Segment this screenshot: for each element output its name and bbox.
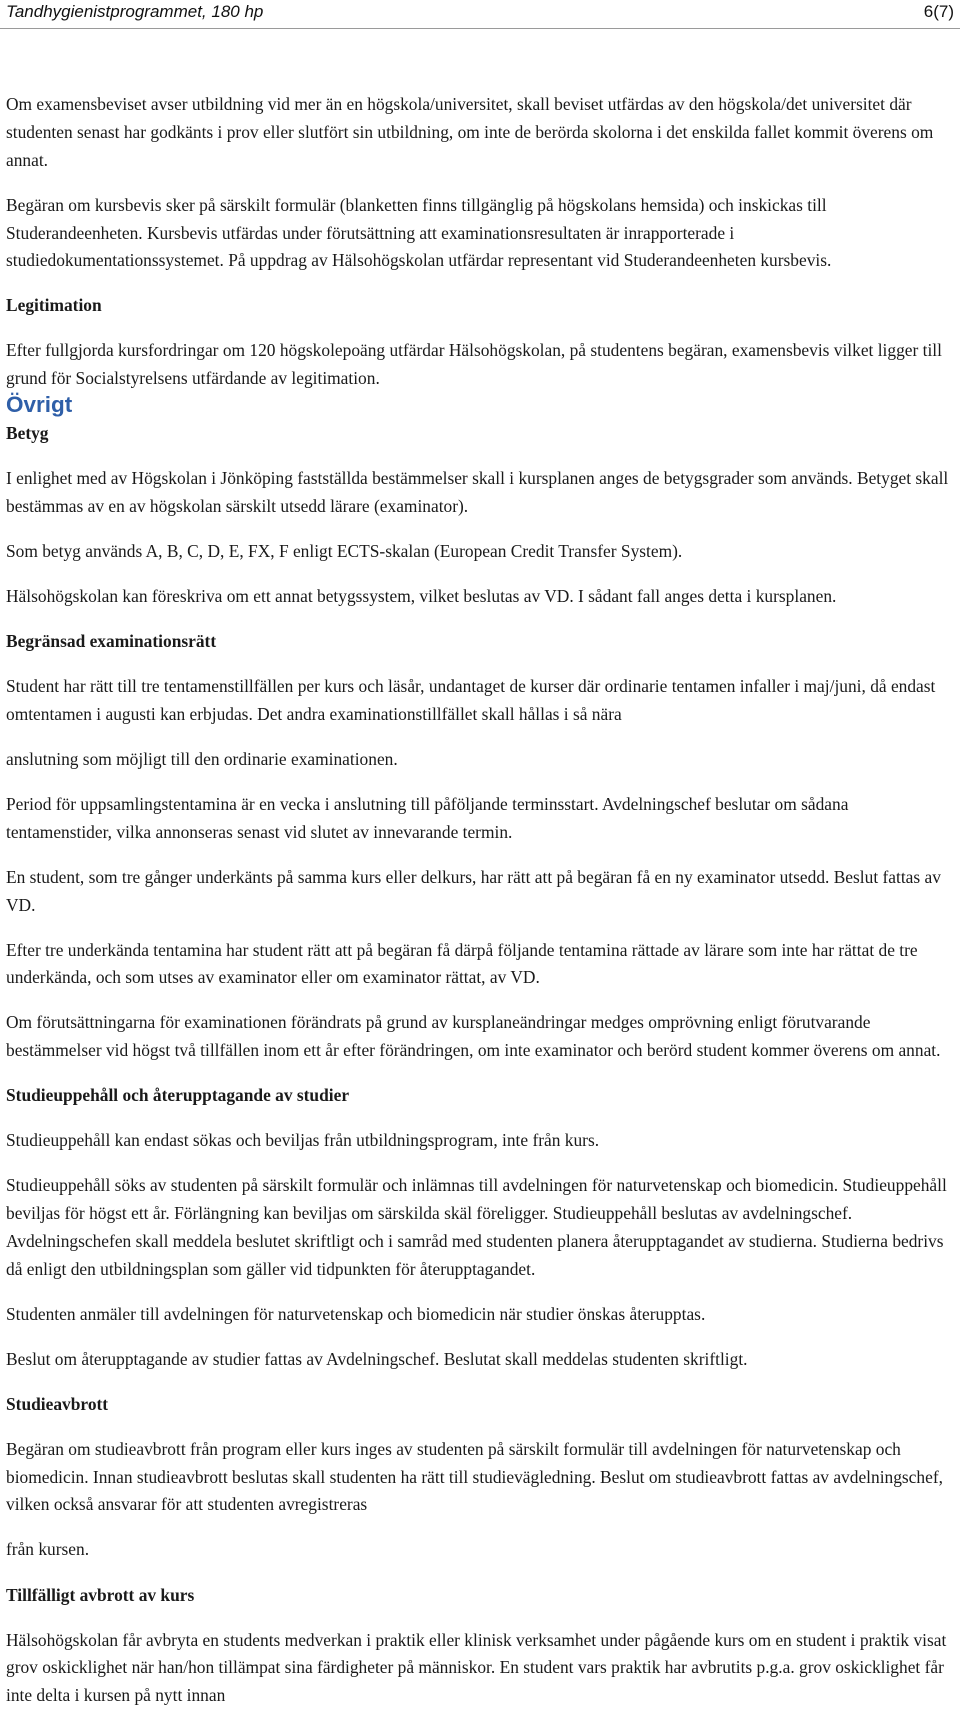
paragraph: Om examensbeviset avser utbildning vid mer än en högskola/universitet, skall beviset utfärdas av den högskola/det universitet där studenten senast har godkänts i prov eller slutfört sin utbildning, om inte de berörda skolorna i det enskilda fallet kommit överens om annat.	[6, 94, 934, 170]
paragraph: anslutning som möjligt till den ordinarie examinationen.	[6, 748, 398, 769]
paragraph: Som betyg används A, B, C, D, E, FX, F enligt ECTS-skalan (European Credit Transfer System).	[6, 540, 683, 561]
page-header	[0, 0, 960, 28]
ovrigt-section	[6, 390, 954, 1727]
paragraph: En student, som tre gånger underkänts på samma kurs eller delkurs, har rätt att på begäran få en ny examinator utsedd. Beslut fattas av VD.	[6, 866, 941, 915]
subheading-tillfalligt-avbrott: Tillfälligt avbrott av kurs	[6, 1584, 195, 1605]
section-heading-legitimation: Legitimation	[6, 295, 102, 316]
subheading-studieavbrott: Studieavbrott	[6, 1393, 109, 1414]
subheading-examinationsratt: Begränsad examinationsrätt	[6, 631, 217, 652]
header-rule	[0, 28, 960, 29]
paragraph: Period för uppsamlingstentamina är en vecka i anslutning till påföljande terminsstart. Avdelningschef beslutar om sådana tentamenstider, vilka annonseras senast vid slutet av innevarande termin.	[6, 794, 849, 842]
paragraph: Studieuppehåll kan endast sökas och beviljas från utbildningsprogram, inte från kurs.	[6, 1130, 600, 1151]
running-title: Tandhygienistprogrammet, 180 hp	[6, 2, 264, 21]
section-title-ovrigt: Övrigt	[6, 392, 73, 417]
paragraph: Begäran om studieavbrott från program eller kurs inges av studenten på särskilt formulär till avdelningen för naturvetenskap och biomedicin. Innan studieavbrott beslutas skall studenten ha rätt till studievägledning. Beslut om studieavbrott fattas av avdelningschef, vilken också ansvarar för att studenten avregistreras	[6, 1438, 943, 1515]
paragraph: Beslut om återupptagande av studier fattas av Avdelningschef. Beslutat skall meddelas studenten skriftligt.	[6, 1348, 748, 1369]
paragraph: Hälsohögskolan får avbryta en students medverkan i praktik eller klinisk verksamhet under pågående kurs om en student i praktik visat grov oskicklighet när han/hon tillämpat sina färdigheter på människor. En student vars praktik har avbrutits p.g.a. grov oskicklighet får inte delta i kursen på nytt innan	[6, 1629, 947, 1706]
paragraph: Studenten anmäler till avdelningen för naturvetenskap och biomedicin när studier önskas återupptas.	[6, 1303, 706, 1324]
intro-block	[6, 74, 954, 410]
paragraph: I enlighet med av Högskolan i Jönköping fastställda bestämmelser skall i kursplanen anges de betygsgrader som används. Betyget skall bestämmas av en av högskolan särskilt utsedd lärare (examinator).	[6, 468, 949, 516]
paragraph: Efter fullgjorda kursfordringar om 120 högskolepoäng utfärdar Hälsohögskolan, på studentens begäran, examensbevis vilket ligger till grund för Socialstyrelsens utfärdande av legitimation.	[6, 340, 942, 389]
paragraph: Om förutsättningarna för examinationen förändrats på grund av kursplaneändringar medges omprövning enligt förutvarande bestämmelser vid högst två tillfällen inom ett år efter förändringen, om inte examinator och berörd student kommer överens om annat.	[6, 1012, 941, 1061]
paragraph: Studieuppehåll söks av studenten på särskilt formulär och inlämnas till avdelningen för naturvetenskap och biomedicin. Studieuppehåll beviljas för högst ett år. Förlängning kan beviljas om särskilda skäl föreligger. Studieuppehåll beslutas av avdelningschef. Avdelningschefen skall meddela beslutet skriftligt och i samråd med studenten planera återupptagandet av studierna. Studierna bedrivs då enligt den utbildningsplan som gäller vid tidpunkten för återupptagandet.	[6, 1175, 947, 1279]
paragraph: Begäran om kursbevis sker på särskilt formulär (blanketten finns tillgänglig på högskolans hemsida) och inskickas till Studerandeenheten. Kursbevis utfärdas under förutsättning att examinationsresultaten är inrapporterade i studiedokumentationssystemet. På uppdrag av Hälsohögskolan utfärdar representant vid Studerandeenheten kursbevis.	[6, 194, 832, 271]
subheading-studieuppehall: Studieuppehåll och återupptagande av studier	[6, 1085, 350, 1106]
paragraph: från kursen.	[6, 1539, 90, 1560]
page-number: 6(7)	[923, 2, 954, 21]
paragraph: Student har rätt till tre tentamenstillfällen per kurs och läsår, undantaget de kurser där ordinarie tentamen infaller i maj/juni, då endast omtentamen i augusti kan erbjudas. Det andra examinationstillfället skall hållas i så nära	[6, 676, 936, 724]
paragraph: Efter tre underkända tentamina har student rätt att på begäran få därpå följande tentamina rättade av lärare som inte har rättat de tre underkända, och som utses av examinator eller om examinator rättat, av VD.	[6, 939, 918, 988]
subheading-betyg: Betyg	[6, 423, 49, 443]
paragraph: Hälsohögskolan kan föreskriva om ett annat betygssystem, vilket beslutas av VD. I sådant fall anges detta i kursplanen.	[6, 585, 837, 606]
